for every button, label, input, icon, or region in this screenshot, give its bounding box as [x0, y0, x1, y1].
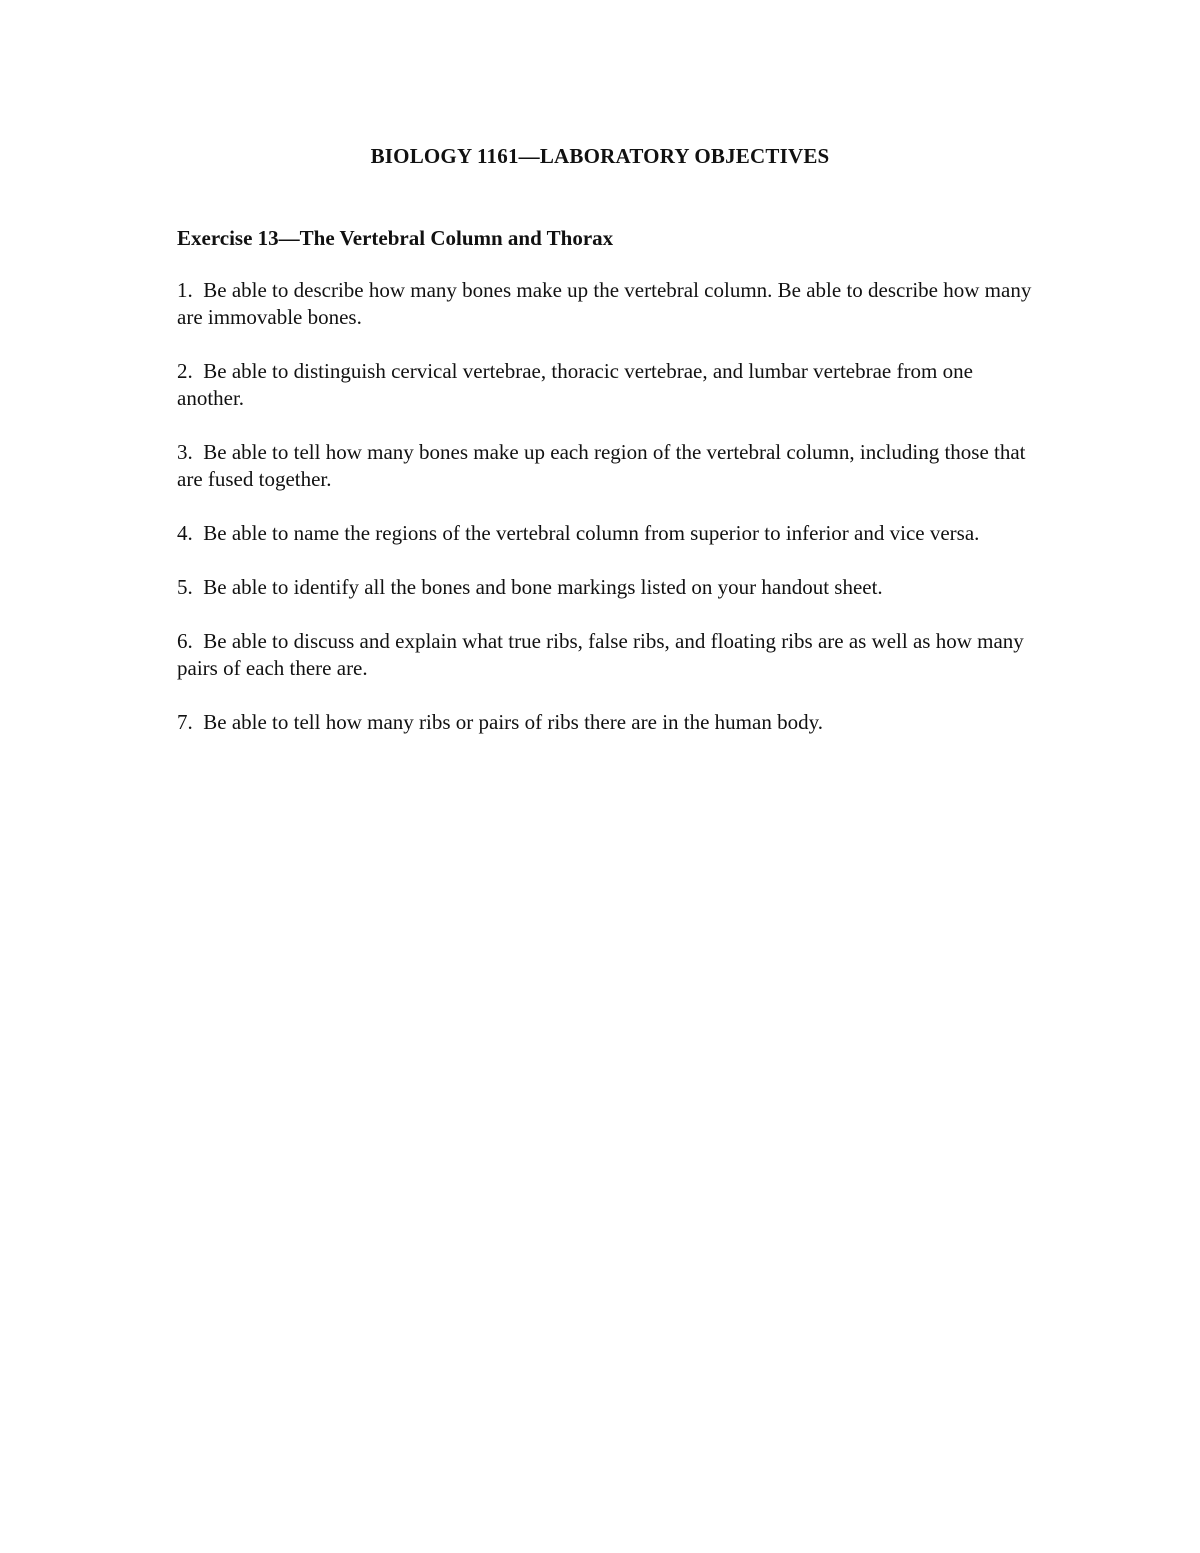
objective-item	[177, 277, 1037, 331]
objective-number: 5.	[177, 575, 193, 599]
document-title: BIOLOGY 1161—LABORATORY OBJECTIVES	[370, 144, 830, 168]
objective-number: 2.	[177, 359, 193, 383]
exercise-heading: Exercise 13—The Vertebral Column and Thorax	[177, 226, 614, 250]
objective-item	[177, 358, 1037, 412]
objective-item	[177, 574, 1037, 601]
objective-text: Be able to distinguish cervical vertebrae, thoracic vertebrae, and lumbar vertebrae from one another.	[177, 359, 973, 410]
objective-number: 1.	[177, 278, 193, 302]
objective-text: Be able to identify all the bones and bone markings listed on your handout sheet.	[203, 575, 883, 599]
objective-number: 7.	[177, 710, 193, 734]
objective-text: Be able to discuss and explain what true ribs, false ribs, and floating ribs are as well as how many pairs of each there are.	[177, 629, 1024, 680]
objective-text: Be able to name the regions of the vertebral column from superior to inferior and vice versa.	[203, 521, 980, 545]
objective-item	[177, 628, 1037, 682]
objective-number: 4.	[177, 521, 193, 545]
objective-text: Be able to tell how many ribs or pairs of ribs there are in the human body.	[203, 710, 823, 734]
objective-text: Be able to tell how many bones make up each region of the vertebral column, including those that are fused together.	[177, 440, 1026, 491]
objective-item	[177, 520, 1037, 547]
objective-number: 6.	[177, 629, 193, 653]
objective-number: 3.	[177, 440, 193, 464]
objectives-list	[177, 277, 1037, 763]
objective-text: Be able to describe how many bones make up the vertebral column. Be able to describe how many are immovable bones.	[177, 278, 1032, 329]
objective-item	[177, 439, 1037, 493]
objective-item	[177, 709, 1037, 736]
